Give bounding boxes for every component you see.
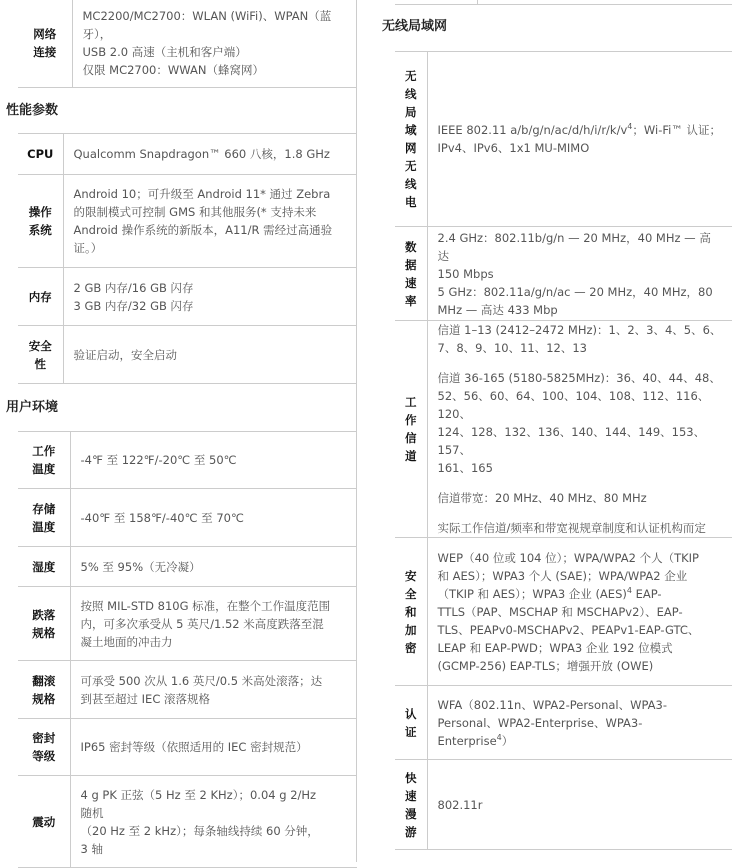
label-text: 震动 bbox=[32, 814, 56, 829]
row-label bbox=[18, 134, 63, 175]
footnote-mark: 4 bbox=[627, 122, 633, 132]
row-label bbox=[18, 432, 70, 489]
label-text: 安全和加密 bbox=[405, 568, 417, 655]
section-heading-performance: 性能参数 bbox=[6, 103, 59, 118]
value-line: -4℉ 至 122℉/-20℃ 至 50℃ bbox=[80, 453, 237, 467]
value-line: 凝土地面的冲击力 bbox=[80, 634, 173, 649]
table-row bbox=[18, 587, 357, 661]
row-value bbox=[427, 538, 732, 686]
label-text: 存储温度 bbox=[32, 501, 56, 534]
value-line: 3 轴 bbox=[80, 841, 103, 856]
value-line: Android 10；可升级至 Android 11* 通过 Zebra bbox=[73, 187, 331, 201]
value-line: （TKIP 和 AES）；WPA3 企业 (AES)$^4$ EAP- bbox=[437, 585, 662, 601]
label-text: 跌落规格 bbox=[32, 607, 56, 640]
value-line: 信道 36-165 (5180-5825MHz)：36、40、44、48、 bbox=[437, 371, 721, 385]
value-line: TTLS（PAP、MSCHAP 和 MSCHAPv2）、EAP- bbox=[437, 604, 683, 619]
label-text: 内存 bbox=[28, 289, 52, 304]
network-table bbox=[18, 0, 357, 88]
value-line: MHz — 高达 433 Mbp bbox=[437, 302, 558, 317]
row-value bbox=[63, 268, 357, 326]
value-line: 验证启动，安全启动 bbox=[73, 347, 177, 362]
row-label bbox=[395, 538, 427, 686]
table-row bbox=[395, 321, 732, 538]
label-text: 安全性 bbox=[28, 338, 52, 371]
table-row bbox=[18, 268, 357, 326]
value-line: 牙）， bbox=[82, 26, 112, 41]
value-line: 802.11r bbox=[437, 797, 483, 812]
row-label bbox=[18, 547, 70, 587]
value-line: Android 操作系统的新版本，A11/R 需经过高通验 bbox=[73, 223, 333, 237]
section-heading-environment: 用户环境 bbox=[6, 400, 59, 415]
row-value bbox=[70, 776, 357, 868]
label-text: 密封等级 bbox=[32, 731, 56, 763]
value-line: 2 GB 内存/16 GB 闪存 bbox=[73, 280, 194, 295]
value-line: USB 2.0 高速（主机和客户端） bbox=[82, 44, 247, 59]
footnote-mark: 4 bbox=[626, 585, 632, 595]
row-value bbox=[63, 326, 357, 384]
value-line: -40℉ 至 158℉/-40℃ 至 70℃ bbox=[80, 510, 244, 525]
value-line: 仅限 MC2700：WWAN（蜂窝网） bbox=[82, 62, 264, 77]
value-line: 161、165 bbox=[437, 461, 493, 475]
table-row bbox=[18, 326, 357, 384]
row-label bbox=[18, 719, 70, 776]
label-text: 认证 bbox=[405, 706, 417, 739]
row-label bbox=[18, 326, 63, 384]
row-label bbox=[18, 0, 72, 87]
value-line: 内，可多次承受从 5 英尺/1.52 米高度跌落至混 bbox=[80, 616, 324, 631]
environment-table bbox=[18, 431, 357, 868]
row-value bbox=[63, 134, 357, 175]
label-text: 翻滚规格 bbox=[32, 673, 56, 706]
value-line: IP65 密封等级（依照适用的 IEC 密封规范） bbox=[80, 740, 308, 754]
row-value bbox=[63, 175, 357, 268]
label-text: 工作温度 bbox=[32, 444, 56, 476]
row-label bbox=[18, 489, 70, 547]
table-row bbox=[18, 547, 357, 587]
table-row bbox=[18, 432, 357, 489]
table-row bbox=[395, 686, 732, 760]
row-value bbox=[427, 227, 732, 321]
footnote-mark: 4 bbox=[496, 732, 502, 742]
label-text: 快速漫游 bbox=[405, 770, 417, 839]
previous-table-bottom bbox=[395, 0, 732, 5]
row-label bbox=[395, 321, 427, 538]
value-line: 随机 bbox=[80, 805, 104, 820]
value-line: LEAP 和 EAP-PWD；WPA3 企业 192 位模式 bbox=[437, 640, 673, 655]
row-label bbox=[18, 587, 70, 661]
table-row bbox=[18, 776, 357, 868]
label-text: 数据速率 bbox=[405, 239, 417, 308]
table-row bbox=[18, 719, 357, 776]
column-divider bbox=[356, 0, 357, 862]
table-row bbox=[18, 661, 357, 719]
label-text: 无线局域网无线电 bbox=[405, 69, 417, 209]
value-line: WEP（40 位或 104 位）；WPA/WPA2 个人（TKIP bbox=[437, 550, 699, 565]
value-line: 的限制模式可控制 GMS 和其他服务(* 支持未来 bbox=[73, 205, 317, 219]
value-line: Qualcomm Snapdragon™ 660 八核，1.8 GHz bbox=[73, 147, 330, 161]
value-line: IEEE 802.11 $a/b/g/n/ac/d/h/i/r/k/v^4$；Wi-Fi™ 认证； bbox=[437, 122, 721, 137]
value-line: WFA（802.11n、WPA2-Personal、WPA3- bbox=[437, 697, 668, 712]
label-text: 湿度 bbox=[32, 559, 56, 574]
row-label bbox=[395, 686, 427, 760]
section-heading-wlan: 无线局域网 bbox=[382, 19, 448, 34]
row-value bbox=[70, 547, 357, 587]
value-line: MC2200/MC2700：WLAN (WiFi)、WPAN（蓝 bbox=[82, 8, 332, 23]
value-line: 150 Mbps bbox=[437, 266, 494, 281]
value-line: Enterprise$^4$） bbox=[437, 732, 514, 748]
value-line: 52、56、60、64、100、104、108、112、116、120、 bbox=[437, 389, 710, 421]
row-value bbox=[427, 760, 732, 850]
row-label bbox=[18, 175, 63, 268]
value-line: 可承受 500 次从 1.6 英尺/0.5 米高处滚落；达 bbox=[80, 673, 323, 688]
value-line: Personal、WPA2-Enterprise、WPA3- bbox=[437, 715, 643, 730]
value-line: 和 AES）；WPA3 个人 (SAE)；WPA/WPA2 企业 bbox=[437, 568, 688, 583]
row-value bbox=[70, 489, 357, 547]
value-line: 实际工作信道/频率和带宽视规章制度和认证机构而定 bbox=[437, 521, 706, 535]
row-label bbox=[18, 661, 70, 719]
row-label bbox=[395, 760, 427, 850]
value-line: 5 GHz：802.11a/g/n/ac — 20 MHz，40 MHz，80 bbox=[437, 284, 713, 299]
row-value bbox=[72, 0, 357, 87]
value-line: 信道带宽：20 MHz、40 MHz、80 MHz bbox=[437, 491, 647, 505]
row-value bbox=[427, 52, 732, 227]
row-label bbox=[395, 227, 427, 321]
value-line: （20 Hz 至 2 kHz）；每条轴线持续 60 分钟， bbox=[80, 823, 319, 838]
value-line: 3 GB 内存/32 GB 闪存 bbox=[73, 298, 194, 313]
row-label bbox=[18, 776, 70, 868]
row-value bbox=[70, 432, 357, 489]
value-line: 4 g PK 正弦（5 Hz 至 2 KHz）；0.04 g 2/Hz bbox=[80, 787, 317, 802]
value-line: 2.4 GHz：802.11b/g/n — 20 MHz，40 MHz — 高达 bbox=[437, 230, 711, 263]
label-text: 操作系统 bbox=[28, 205, 52, 237]
table-row bbox=[395, 52, 732, 227]
value-line: 信道 1–13 (2412–2472 MHz)：1、2、3、4、5、6、 bbox=[437, 323, 722, 337]
table-row bbox=[18, 489, 357, 547]
row-value bbox=[70, 719, 357, 776]
row-value bbox=[427, 321, 732, 538]
table-row bbox=[18, 0, 357, 87]
wlan-table bbox=[395, 51, 732, 850]
value-line: 124、128、132、136、140、144、149、153、157、 bbox=[437, 425, 706, 457]
value-line: 按照 MIL-STD 810G 标准，在整个工作温度范围 bbox=[80, 598, 331, 613]
value-line: TLS、PEAPv0-MSCHAPv2、PEAPv1-EAP-GTC、 bbox=[437, 622, 700, 637]
label-text: CPU bbox=[27, 147, 54, 161]
table-row bbox=[395, 538, 732, 686]
row-value bbox=[70, 587, 357, 661]
table-row bbox=[395, 760, 732, 850]
table-row bbox=[18, 134, 357, 175]
row-value bbox=[427, 686, 732, 760]
row-value bbox=[70, 661, 357, 719]
table-row bbox=[18, 175, 357, 268]
performance-table bbox=[18, 133, 357, 384]
label-text: 网络连接 bbox=[33, 26, 57, 59]
value-line: IPv4、IPv6、1x1 MU-MIMO bbox=[437, 141, 590, 155]
value-line: 7、8、9、10、11、12、13 bbox=[437, 341, 587, 355]
value-line: 到甚至超过 IEC 滚落规格 bbox=[80, 691, 210, 706]
table-row bbox=[395, 227, 732, 321]
value-line: 证。） bbox=[73, 241, 103, 255]
value-line: (GCMP-256) EAP-TLS；增强开放 (OWE) bbox=[437, 658, 654, 673]
previous-table-divider bbox=[477, 0, 478, 4]
value-line: 5% 至 95%（无冷凝） bbox=[80, 559, 201, 574]
row-label bbox=[395, 52, 427, 227]
row-label bbox=[18, 268, 63, 326]
label-text: 工作信道 bbox=[405, 395, 417, 463]
